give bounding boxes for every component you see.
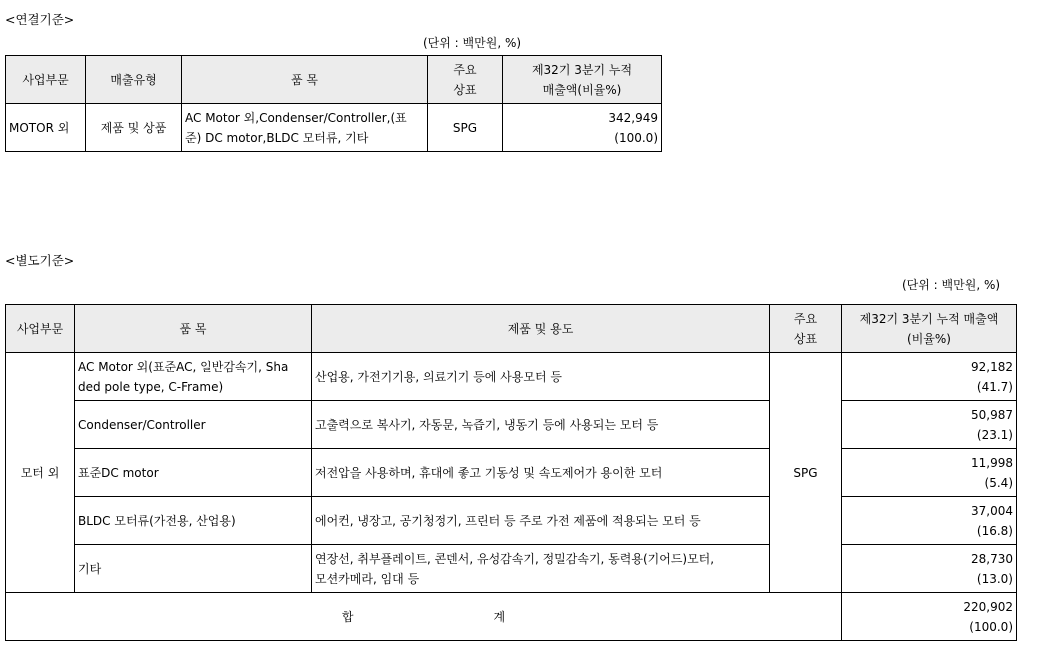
cell-amount: 37,004 (16.8): [842, 497, 1017, 545]
consolidated-unit: (단위 : 백만원, %): [423, 36, 522, 50]
total-row: [6, 593, 1017, 641]
cell-amount: 11,998 (5.4): [842, 449, 1017, 497]
cell-item: 기타: [75, 545, 312, 593]
separate-title: <별도기준>: [5, 253, 75, 268]
cell-segment: MOTOR 외: [6, 104, 86, 152]
table-row: [6, 401, 1017, 449]
header-brand: 주요 상표: [770, 305, 842, 353]
cell-item: BLDC 모터류(가전용, 산업용): [75, 497, 312, 545]
cell-usage: 산업용, 가전기기용, 의료기기 등에 사용모터 등: [312, 353, 770, 401]
cell-item: AC Motor 외,Condenser/Controller,(표 준) DC motor,BLDC 모터류, 기타: [182, 104, 428, 152]
cell-item: 표준DC motor: [75, 449, 312, 497]
table-row: [6, 497, 1017, 545]
header-usage: 제품 및 용도: [312, 305, 770, 353]
cell-item: Condenser/Controller: [75, 401, 312, 449]
cell-amount: 342,949 (100.0): [503, 104, 662, 152]
cell-brand: SPG: [770, 353, 842, 593]
cell-total-amount: 220,902 (100.0): [842, 593, 1017, 641]
header-segment: 사업부문: [6, 56, 86, 104]
header-sales-type: 매출유형: [86, 56, 182, 104]
header-item: 품 목: [75, 305, 312, 353]
cell-brand: SPG: [428, 104, 503, 152]
header-sales: 제32기 3분기 누적 매출액 (비율%): [842, 305, 1017, 353]
header-sales: 제32기 3분기 누적 매출액(비율%): [503, 56, 662, 104]
table-row: [6, 104, 662, 152]
header-brand: 주요 상표: [428, 56, 503, 104]
header-item: 품 목: [182, 56, 428, 104]
separate-table: [5, 304, 1017, 641]
header-segment: 사업부문: [6, 305, 75, 353]
cell-usage: 고출력으로 복사기, 자동문, 녹즙기, 냉동기 등에 사용되는 모터 등: [312, 401, 770, 449]
cell-amount: 50,987 (23.1): [842, 401, 1017, 449]
cell-amount: 92,182 (41.7): [842, 353, 1017, 401]
cell-amount: 28,730 (13.0): [842, 545, 1017, 593]
cell-segment: 모터 외: [6, 353, 75, 593]
consolidated-title: <연결기준>: [5, 12, 75, 27]
cell-total-label: 합 계: [6, 593, 842, 641]
cell-sales-type: 제품 및 상품: [86, 104, 182, 152]
table-row: [6, 449, 1017, 497]
separate-unit: (단위 : 백만원, %): [902, 278, 1001, 292]
cell-item: AC Motor 외(표준AC, 일반감속기, Sha ded pole type, C-Frame): [75, 353, 312, 401]
cell-usage: 에어컨, 냉장고, 공기청정기, 프린터 등 주로 가전 제품에 적용되는 모터 등: [312, 497, 770, 545]
cell-usage: 연장선, 취부플레이트, 콘덴서, 유성감속기, 정밀감속기, 동력용(기어드)모터, 모션카메라, 임대 등: [312, 545, 770, 593]
consolidated-table: [5, 55, 662, 152]
table-row: [6, 353, 1017, 401]
table-row: [6, 545, 1017, 593]
cell-usage: 저전압을 사용하며, 휴대에 좋고 기동성 및 속도제어가 용이한 모터: [312, 449, 770, 497]
